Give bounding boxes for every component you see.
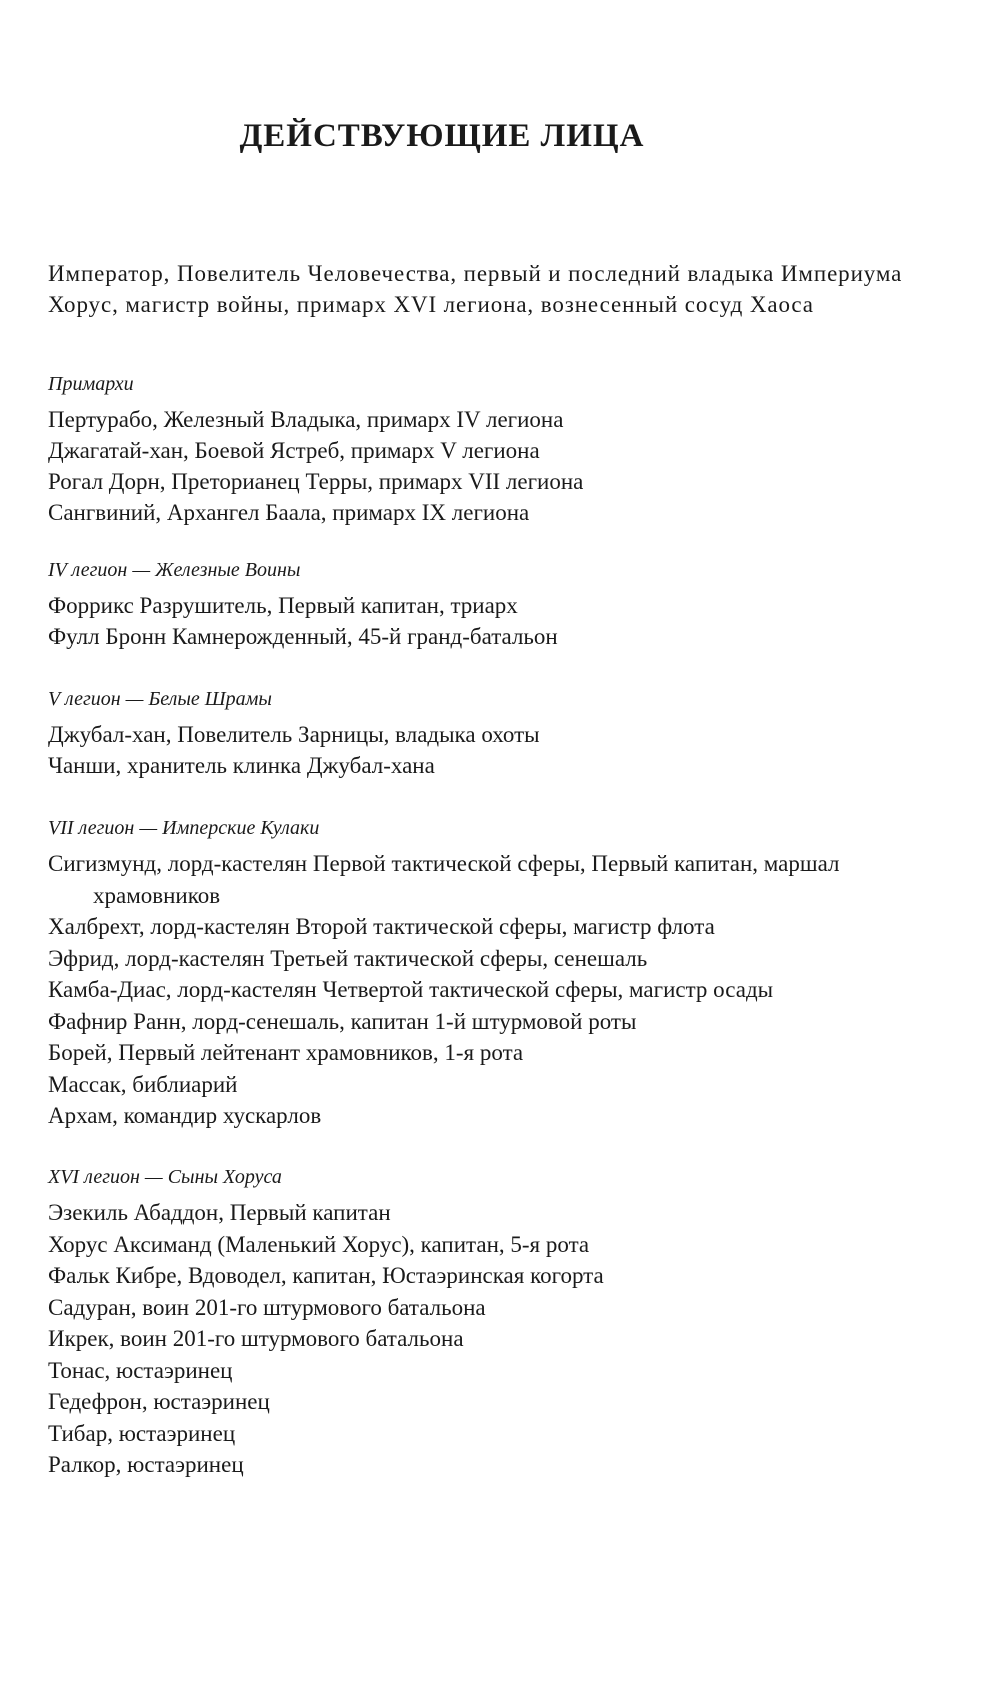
section-v-legion xyxy=(48,685,968,781)
list-item: Эзекиль Абаддон, Первый капитан xyxy=(48,1200,391,1225)
section-heading: IV легион — Железные Воины xyxy=(48,559,301,581)
section-heading: Примархи xyxy=(48,373,134,395)
list-item: Сигизмунд, лорд-кастелян Первой тактической сферы, Первый капитан, маршал храмовников xyxy=(48,851,840,908)
list-item: Садуран, воин 201-го штурмового батальона xyxy=(48,1294,486,1320)
list-item: Пертурабо, Железный Владыка, примарх IV легиона xyxy=(48,407,564,432)
section-heading: VII легион — Имперские Кулаки xyxy=(48,817,320,839)
list-item: Ралкор, юстаэринец xyxy=(48,1452,244,1477)
page-title: ДЕЙСТВУЮЩИЕ ЛИЦА xyxy=(239,118,645,154)
intro-line-horus: Хорус, магистр войны, примарх XVI легиона, вознесенный сосуд Хаоса xyxy=(48,292,814,317)
list-item: Икрек, воин 201-го штурмового батальона xyxy=(48,1326,464,1351)
list-item: Архам, командир хускарлов xyxy=(48,1103,322,1128)
list-item: Джубал-хан, Повелитель Зарницы, владыка охоты xyxy=(48,722,540,747)
list-item: Борей, Первый лейтенант храмовников, 1-я рота xyxy=(48,1040,524,1065)
section-vii-legion xyxy=(48,814,968,1132)
list-item: Фальк Кибре, Вдоводел, капитан, Юстаэринская когорта xyxy=(48,1263,604,1288)
list-item: Фулл Бронн Камнерожденный, 45-й гранд-батальон xyxy=(48,624,558,649)
intro-list xyxy=(48,258,948,320)
section-heading: XVI легион — Сыны Хоруса xyxy=(48,1166,282,1188)
list-item: Камба-Диас, лорд-кастелян Четвертой тактической сферы, магистр осады xyxy=(48,977,774,1002)
section-iv-legion xyxy=(48,556,968,652)
list-item: Чанши, хранитель клинка Джубал-хана xyxy=(48,753,435,778)
list-item: Гедефрон, юстаэринец xyxy=(48,1389,270,1414)
section-primarchs xyxy=(48,370,968,528)
list-item: Форрикс Разрушитель, Первый капитан, триарх xyxy=(48,593,518,618)
list-item: Фафнир Ранн, лорд-сенешаль, капитан 1-й штурмовой роты xyxy=(48,1008,637,1034)
list-item: Рогал Дорн, Преторианец Терры, примарх VII легиона xyxy=(48,469,584,494)
list-item: Эфрид, лорд-кастелян Третьей тактической сферы, сенешаль xyxy=(48,945,648,971)
section-heading: V легион — Белые Шрамы xyxy=(48,688,272,710)
list-item: Тибар, юстаэринец xyxy=(48,1420,236,1446)
list-item: Халбрехт, лорд-кастелян Второй тактической сферы, магистр флота xyxy=(48,914,715,939)
list-item: Хорус Аксиманд (Маленький Хорус), капитан, 5-я рота xyxy=(48,1231,590,1257)
intro-line-emperor: Император, Повелитель Человечества, первый и последний владыка Империума xyxy=(48,261,903,286)
list-item: Тонас, юстаэринец xyxy=(48,1357,233,1383)
section-xvi-legion xyxy=(48,1163,968,1481)
list-item: Сангвиний, Архангел Баала, примарх IX легиона xyxy=(48,500,530,525)
list-item: Массак, библиарий xyxy=(48,1071,238,1097)
list-item: Джагатай-хан, Боевой Ястреб, примарх V легиона xyxy=(48,438,540,463)
